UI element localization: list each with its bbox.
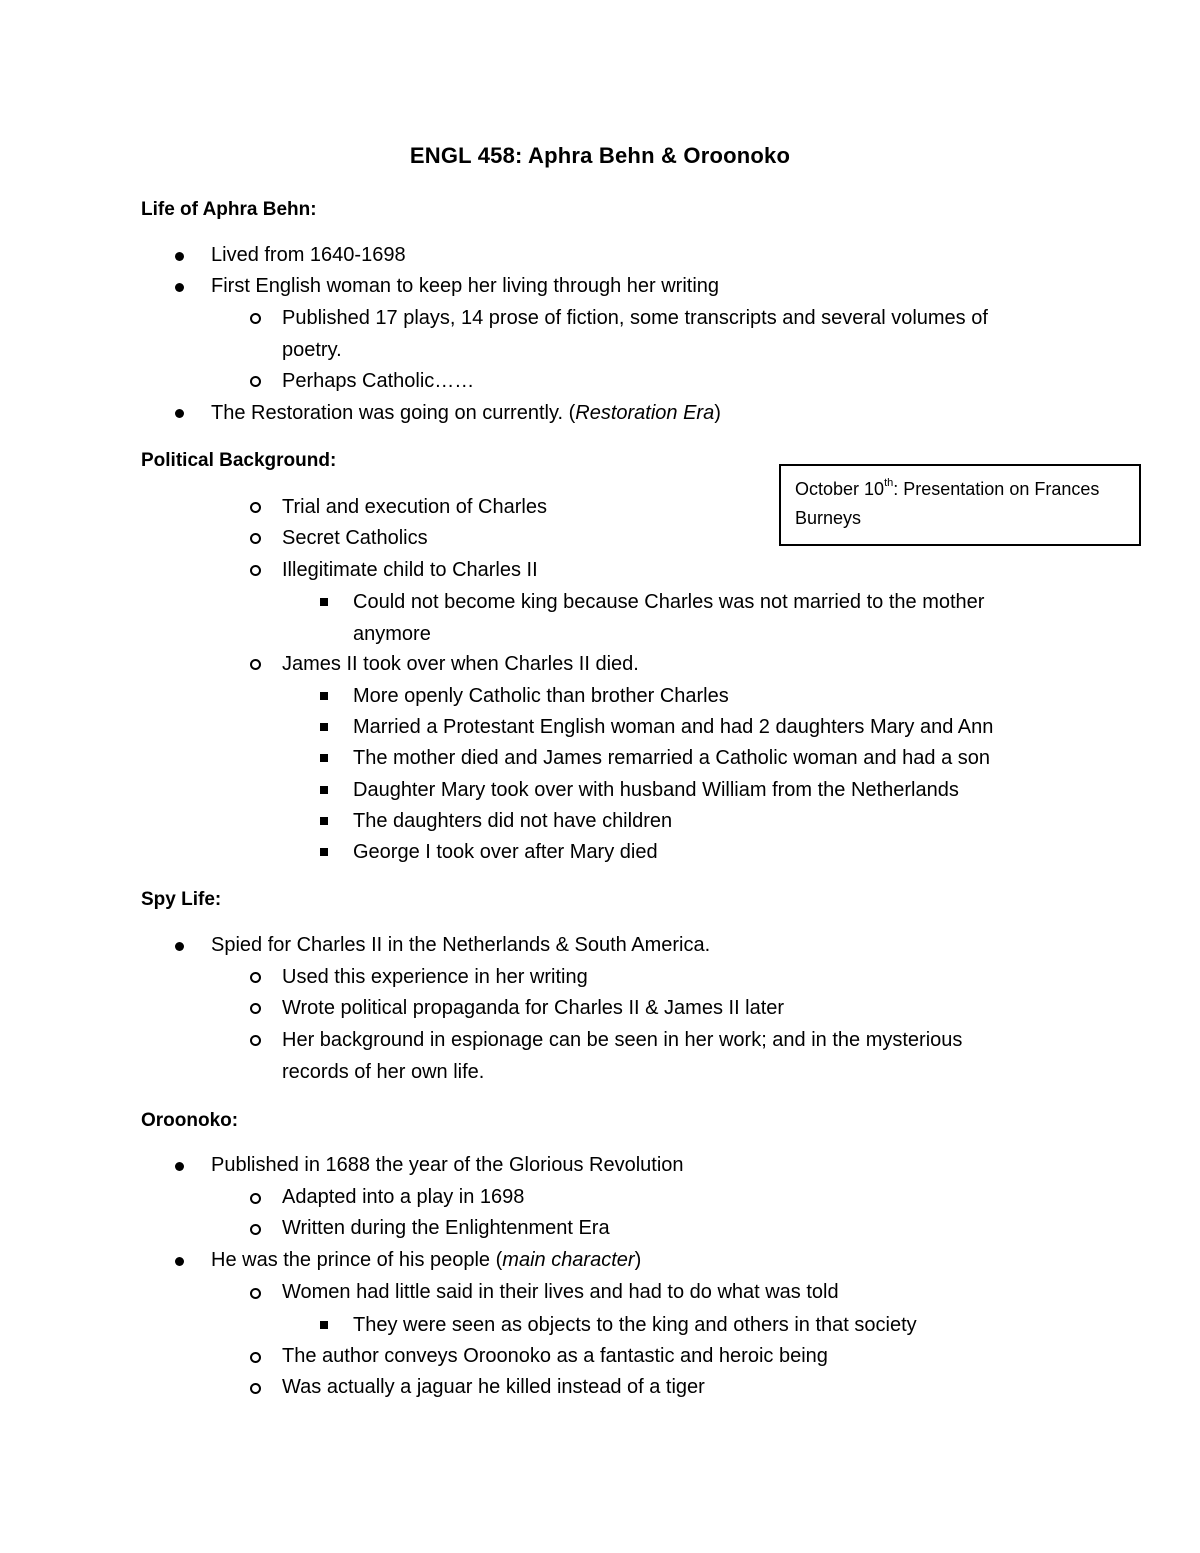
section-heading-life: Life of Aphra Behn: (141, 199, 317, 220)
list-item: First English woman to keep her living through her writing (211, 275, 720, 297)
list-item: Secret Catholics (282, 527, 428, 549)
bullet-circle-icon (250, 1383, 261, 1394)
page-title: ENGL 458: Aphra Behn & Oroonoko (409, 143, 791, 168)
list-item (211, 1244, 641, 1276)
bullet-circle-icon (250, 1224, 261, 1235)
list-item: The author conveys Oroonoko as a fantastic and heroic being (282, 1345, 828, 1367)
section-heading-oroonoko: Oroonoko: (141, 1110, 239, 1131)
list-item: Could not become king because Charles was not married to the mother (353, 591, 985, 613)
list-item: Published 17 plays, 14 prose of fiction, some transcripts and several volumes of (282, 307, 988, 329)
list-item: Illegitimate child to Charles II (282, 559, 538, 581)
note-line (795, 475, 1125, 504)
list-item: Written during the Enlightenment Era (282, 1217, 610, 1239)
bullet-circle-icon (250, 1193, 261, 1204)
bullet-square-icon (320, 786, 328, 794)
bullet-circle-icon (250, 502, 261, 513)
bullet-circle-icon (250, 376, 261, 387)
bullet-circle-icon (250, 972, 261, 983)
section-heading-spy: Spy Life: (141, 889, 222, 910)
list-item: Spied for Charles II in the Netherlands & South America. (211, 934, 711, 956)
list-item: Published in 1688 the year of the Glorious Revolution (211, 1154, 684, 1176)
list-item: More openly Catholic than brother Charles (353, 685, 729, 707)
list-item: The mother died and James remarried a Catholic woman and had a son (353, 747, 991, 769)
list-item: The daughters did not have children (353, 810, 673, 832)
note-text: October 10 (795, 479, 885, 499)
bullet-disc-icon (175, 283, 184, 292)
list-item: Adapted into a play in 1698 (282, 1186, 525, 1208)
list-item-continuation: anymore (353, 623, 431, 645)
bullet-circle-icon (250, 1003, 261, 1014)
list-item: Used this experience in her writing (282, 966, 588, 988)
list-item: Perhaps Catholic…… (282, 370, 475, 392)
bullet-circle-icon (250, 565, 261, 576)
list-item-continuation: poetry. (282, 339, 342, 361)
bullet-square-icon (320, 692, 328, 700)
list-item-text: ) (634, 1249, 642, 1271)
list-item: Lived from 1640-1698 (211, 244, 406, 266)
section-heading-political: Political Background: (141, 450, 337, 471)
list-item-text: The Restoration was going on currently. ( (211, 402, 576, 424)
list-item-text: He was the prince of his people ( (211, 1249, 503, 1271)
italic-text: main character (502, 1249, 635, 1271)
list-item (211, 397, 721, 429)
list-item: They were seen as objects to the king and others in that society (353, 1314, 917, 1336)
bullet-disc-icon (175, 1162, 184, 1171)
bullet-square-icon (320, 817, 328, 825)
list-item: Wrote political propaganda for Charles II & James II later (282, 997, 785, 1019)
list-item-text: ) (714, 402, 721, 424)
bullet-square-icon (320, 848, 328, 856)
list-item: George I took over after Mary died (353, 841, 658, 863)
note-line: Burneys (795, 508, 862, 528)
list-item: Her background in espionage can be seen in her work; and in the mysterious (282, 1029, 963, 1051)
bullet-disc-icon (175, 1257, 184, 1266)
bullet-circle-icon (250, 659, 261, 670)
list-item: Daughter Mary took over with husband William from the Netherlands (353, 779, 959, 801)
bullet-disc-icon (175, 252, 184, 261)
list-item: James II took over when Charles II died. (282, 653, 639, 675)
note-text: : Presentation on Frances (893, 479, 1100, 499)
list-item: Was actually a jaguar he killed instead of a tiger (282, 1376, 705, 1398)
bullet-square-icon (320, 1321, 328, 1329)
italic-text: Restoration Era (575, 402, 715, 424)
list-item: Women had little said in their lives and had to do what was told (282, 1281, 839, 1303)
bullet-circle-icon (250, 313, 261, 324)
bullet-square-icon (320, 754, 328, 762)
bullet-disc-icon (175, 942, 184, 951)
bullet-circle-icon (250, 1288, 261, 1299)
bullet-circle-icon (250, 1035, 261, 1046)
note-box (779, 464, 1141, 546)
bullet-square-icon (320, 598, 328, 606)
bullet-disc-icon (175, 409, 184, 418)
list-item-continuation: records of her own life. (282, 1061, 485, 1083)
bullet-square-icon (320, 723, 328, 731)
list-item: Trial and execution of Charles (282, 496, 547, 518)
list-item: Married a Protestant English woman and had 2 daughters Mary and Ann (353, 716, 994, 738)
bullet-circle-icon (250, 1352, 261, 1363)
bullet-circle-icon (250, 533, 261, 544)
note-superscript: th (884, 477, 894, 489)
